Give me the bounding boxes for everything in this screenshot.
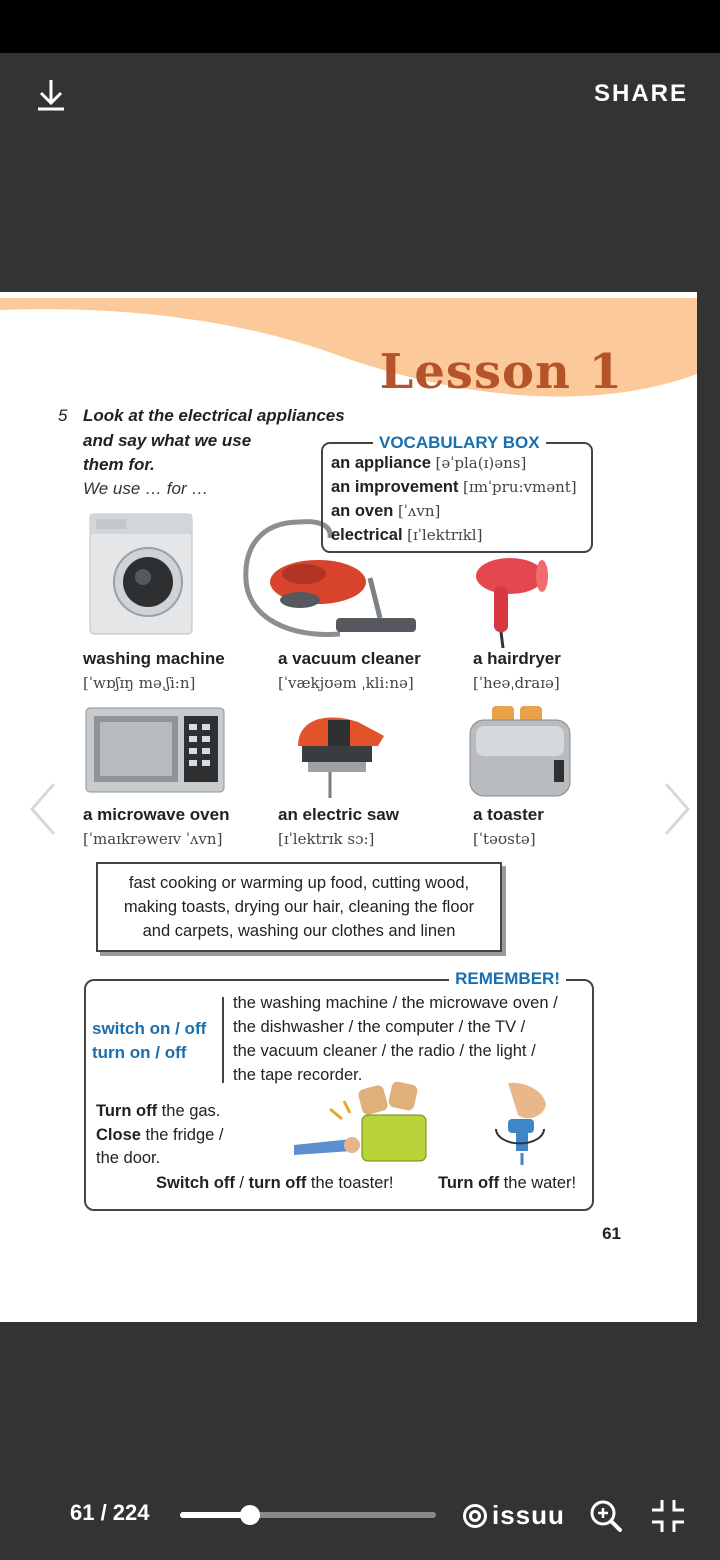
fridge-sentence: [96, 1126, 224, 1145]
status-bar: [0, 0, 720, 53]
task-hint: We use … for …: [83, 479, 209, 498]
vocab-word: electrical: [331, 526, 403, 544]
appliance-pron: [ˈheəˌdraɪə]: [473, 674, 560, 692]
washing-machine-image: [88, 512, 194, 636]
appliance-label: a toaster: [473, 805, 544, 824]
vocab-pron: [ɪmˈpru:vmənt]: [463, 478, 577, 496]
page-slider-handle[interactable]: [240, 1505, 260, 1525]
fridge-verb: Close: [96, 1126, 141, 1144]
collapse-icon: [648, 1498, 688, 1534]
next-page-button[interactable]: [662, 782, 692, 836]
objects-line: the vacuum cleaner / the radio / the light /: [233, 1042, 536, 1060]
fridge-object: the fridge /: [140, 1126, 224, 1144]
vocabulary-box-title: VOCABULARY BOX: [373, 433, 546, 453]
appliance-label: a hairdryer: [473, 649, 561, 668]
chevron-right-icon: [662, 782, 692, 836]
appliance-label: a microwave oven: [83, 805, 230, 824]
answers-line: fast cooking or warming up food, cutting wood,: [128, 874, 470, 892]
hairdryer-image: [474, 554, 554, 650]
appliance-pron: [ˈwɒʃɪŋ məˌʃi:n]: [83, 674, 196, 692]
remember-title: REMEMBER!: [449, 969, 566, 989]
vocab-pron: [ˈʌvn]: [397, 502, 441, 520]
appliance-label: a vacuum cleaner: [278, 649, 421, 668]
vocab-entry: [331, 502, 440, 521]
lesson-title: Lesson 1: [379, 344, 623, 400]
appliance-label: an electric saw: [278, 805, 399, 824]
vocab-pron: [əˈpla(ɪ)əns]: [435, 454, 527, 472]
remember-box: [84, 969, 594, 1211]
vocab-pron: [ɪˈlektrɪkl]: [407, 526, 483, 544]
turn-on-off-label: turn on / off: [92, 1043, 187, 1062]
download-icon: [30, 74, 72, 116]
appliance-pron: [ˈmaɪkrəweɪv ˈʌvn]: [83, 830, 223, 848]
water-sentence: [438, 1174, 576, 1193]
previous-page-button[interactable]: [28, 782, 58, 836]
switch-on-off-label: switch on / off: [92, 1019, 207, 1038]
objects-line: the tape recorder.: [233, 1066, 363, 1084]
instruction-line: them for.: [83, 455, 155, 474]
tap-cartoon-image: [482, 1079, 552, 1169]
answers-box: [96, 862, 502, 952]
toaster-cartoon-image: [290, 1079, 430, 1171]
microwave-image: [84, 704, 226, 796]
gas-object: the gas.: [157, 1102, 221, 1120]
page-number: 61: [602, 1224, 621, 1243]
task-number: 5: [58, 406, 68, 425]
vocab-entry: [331, 478, 577, 497]
toaster-image: [466, 704, 574, 800]
toaster-verb-alt: turn off: [248, 1174, 307, 1192]
vocab-entry: [331, 526, 482, 545]
instruction-line: and say what we use: [83, 430, 252, 450]
gas-sentence: [96, 1102, 220, 1121]
appliance-pron: [ɪˈlektrɪk sɔ:]: [278, 830, 375, 848]
water-verb: Turn off: [438, 1174, 500, 1192]
page-slider[interactable]: [180, 1512, 436, 1518]
appliance-label: washing machine: [83, 649, 225, 668]
water-object: the water!: [499, 1174, 577, 1192]
toaster-verb: Switch off: [156, 1174, 235, 1192]
exit-fullscreen-button[interactable]: [648, 1498, 688, 1534]
answers-line: making toasts, drying our hair, cleaning the floor: [123, 898, 475, 916]
document-page: [0, 292, 697, 1322]
issuu-icon: [462, 1503, 488, 1529]
page-counter: 61 / 224: [70, 1500, 150, 1525]
gas-verb: Turn off: [96, 1102, 158, 1120]
toaster-separator: /: [234, 1174, 249, 1192]
chevron-left-icon: [28, 782, 58, 836]
vocab-word: an appliance: [331, 454, 431, 472]
vocab-entry: [331, 454, 526, 473]
issuu-logo[interactable]: [462, 1500, 565, 1531]
toaster-object: the toaster!: [306, 1174, 394, 1192]
toaster-sentence: [156, 1174, 393, 1193]
zoom-icon: [588, 1498, 624, 1534]
appliance-pron: [ˈtəʊstə]: [473, 830, 536, 848]
vocab-word: an improvement: [331, 478, 459, 496]
appliance-pron: [ˈvækjʊəm ˌkli:nə]: [278, 674, 414, 692]
objects-line: the washing machine / the microwave oven /: [233, 994, 558, 1012]
electric-saw-image: [288, 706, 388, 802]
door-text: the door.: [96, 1149, 161, 1167]
vocabulary-box: [321, 433, 593, 553]
share-button[interactable]: SHARE: [593, 80, 688, 107]
bottom-toolbar: [0, 1488, 720, 1544]
instruction-line: Look at the electrical appliances: [83, 406, 345, 425]
answers-line: and carpets, washing our clothes and linen: [142, 922, 456, 940]
divider: [222, 997, 224, 1083]
zoom-button[interactable]: [588, 1498, 624, 1534]
download-button[interactable]: [30, 74, 72, 116]
objects-line: the dishwasher / the computer / the TV /: [233, 1018, 526, 1036]
vocab-word: an oven: [331, 502, 394, 520]
issuu-wordmark: issuu: [492, 1500, 565, 1530]
